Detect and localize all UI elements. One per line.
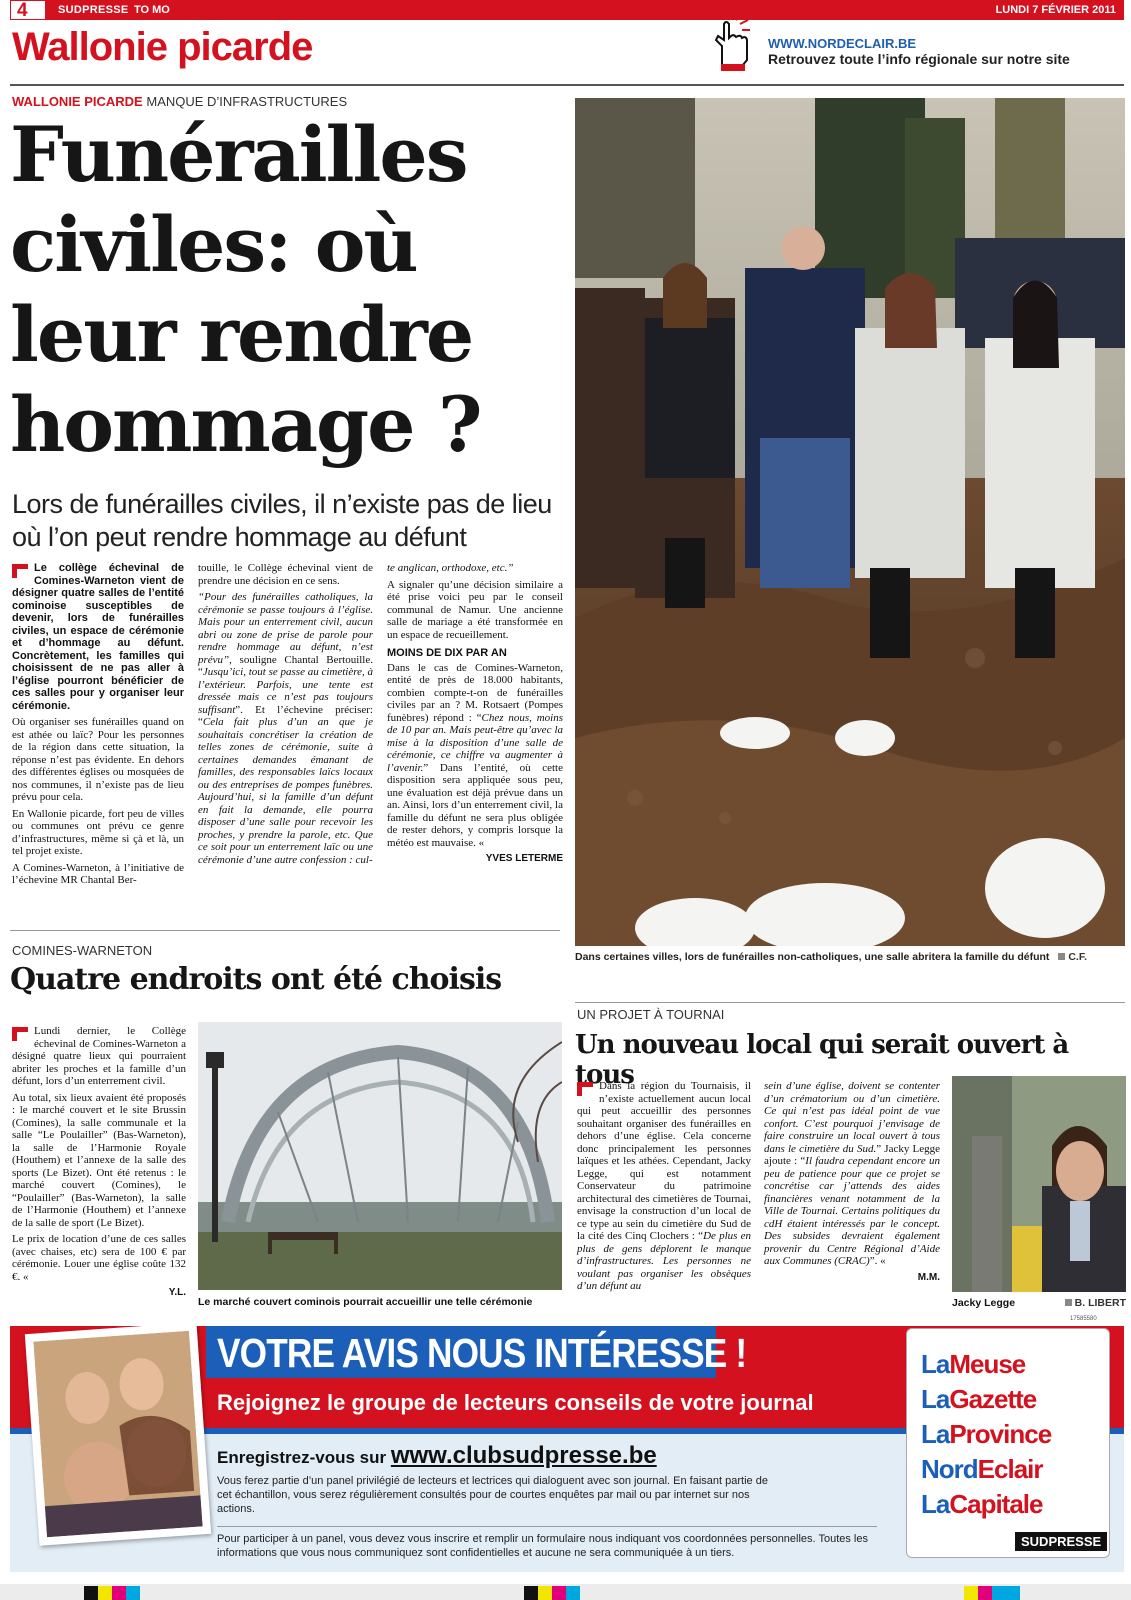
third-article-column-1 xyxy=(577,1080,751,1297)
article-column-3 xyxy=(387,562,563,866)
ad-reference-number: 17585580 xyxy=(1070,1316,1097,1322)
third-kicker: UN PROJET À TOURNAI xyxy=(577,1007,725,1022)
jacky-legge-portrait-image xyxy=(952,1076,1126,1292)
ad-register-line: Enregistrez-vous sur www.clubsudpresse.be xyxy=(217,1442,657,1469)
quote-paragraph: Dans le cas de Comines-Warneton, entité de près de 18.000 habitants, combien compte-t-on de funérailles civiles par an ? M. Rotsaert (Pompes funèbres) répond : “Chez nous, moins de 10 par an. Mais peut-être qu’avec la mise à la disposition d’une salle de cérémonie, ce chiffre va augmenter à l’avenir.” Dans l’entité, où cette disposition sera appliquée sous peu, une évaluation est déjà prévue dans un an. Ainsi, lors d’un enterrement civil, la famille du défunt ne sera plus obligée de rester dehors, y compris lorsque la météo est mauvaise. « xyxy=(387,661,563,849)
color-registration-mark xyxy=(964,1586,1020,1600)
main-headline: Funérailles civiles: où leur rendre hommage ? xyxy=(10,110,481,469)
paragraph: Au total, six lieux avaient été proposés : le marché couvert et le site Brussin (Comines), la salle communale et la salle “Le Poulailler” (Bas-Warneton), la salle de l’Harmonie Royale (Houthem) et l’annexe de la salle des sports (Le Bizet). Ont été retenus : le marché couvert (Comines), le “Poulailler” (Bas-Warneton), la salle de l’Harmonie (Houthem) et l’annexe de la salle de sport (Le Bizet). xyxy=(12,1091,186,1229)
quote-paragraph: sein d’une église, doivent se contenter d’un crématorium ou d’un cimetière. Ce qui n’est pas idéal point de vue confort. C’est pourquoi j’envisage de faire construire un local ouvert à tous dans le cimetière du Sud.” Jacky Legge ajoute : “Il faudra cependant encore un peu de patience pour que ce projet se concrétise car j’attends des aides financières venant notamment de la Ville de Tournai. Certains politiques du cdH étaient intéressés par le concept. Des subsides devraient également provenir du Centre Régional d’Aide aux Communes (CRAC)”. « xyxy=(764,1080,940,1267)
red-corner-marker xyxy=(12,1027,28,1041)
red-corner-marker xyxy=(12,564,28,578)
photo-credit: C.F. xyxy=(1052,951,1087,963)
main-photo-caption: Dans certaines villes, lors de funérailles non-catholiques, une salle abritera la famille du défunt C.F. xyxy=(575,951,1087,963)
paper-la-gazette: LaGazette xyxy=(921,1384,1037,1414)
second-headline: Quatre endroits ont été choisis xyxy=(10,962,502,997)
funeral-scene-image xyxy=(575,98,1125,946)
section-label: TO MO xyxy=(134,4,170,16)
article-column-2 xyxy=(198,562,373,870)
main-standfirst: Lors de funérailles civiles, il n’existe pas de lieu où l’on peut rendre hommage au défunt xyxy=(12,489,552,552)
ad-body-text: Vous ferez partie d’un panel privilégié de lecteurs et lectrices qui dialoguent avec son journal. En faisant partie de cet échantillon, vous serez régulièrement consultés pour de courtes enquêtes par mail ou par internet sur nos actions. xyxy=(217,1475,768,1515)
website-promo[interactable] xyxy=(712,14,1124,76)
article-column-1 xyxy=(12,562,184,891)
quote-paragraph: “Pour des funérailles catholiques, la cérémonie se passe toujours à l’église. Mais pour un enterrement civil, aucun abri ou zone de prise de parole pour rendre hommage au défunt, n’est prévu”, souligne Chantal Bertouille. “Jusqu’ici, tout se passe au cimetière, à l’extérieur. Parfois, une tente est dressée mais ce n’est pas toujours suffisant”. Et l’échevine préciser: “Cela fait plus d’un an que je souhaitais concrétiser la création de telles zones de cérémonie, suite à certaines demandes émanant de familles, des responsables laïcs locaux ou des entreprises de pompes funèbres. Aujourd’hui, si la famille d’un défunt en fait la demande, elle pourra disposer d’une salle pour recevoir les proches, y prendre la parole, etc. Que ce soit pour un enterrement laïc ou une cérémonie d’une autre confession : cul- xyxy=(198,591,373,866)
section-divider xyxy=(575,1002,1125,1003)
photo-credit: B. LIBERT xyxy=(1059,1297,1126,1309)
paragraph: touille, le Collège échevinal vient de prendre une décision en ce sens. xyxy=(198,562,373,587)
paragraph: Où organiser ses funérailles quand on est athée ou laïc? Pour les personnes de la région dans cette situation, la réponse n’est pas évidente. En dehors des différentes églises ou mosquées de nos communes, il n’existe pas de lieu prévu pour cela. xyxy=(12,716,184,803)
section-divider xyxy=(10,930,560,931)
website-url-link[interactable]: WWW.NORDECLAIR.BE xyxy=(768,36,917,51)
red-corner-marker xyxy=(577,1082,593,1096)
covered-market-photo xyxy=(198,1022,562,1290)
author-byline: Y.L. xyxy=(168,1287,186,1298)
market-photo-caption: Le marché couvert cominois pourrait accueillir une telle cérémonie xyxy=(198,1296,533,1308)
paragraph: En Wallonie picarde, fort peu de villes ou communes ont prévu ce genre d’infrastructures, même si çà et là, un tel projet existe. xyxy=(12,807,184,857)
website-tagline: Retrouvez toute l’info régionale sur notre site xyxy=(768,51,1070,67)
covered-market-image xyxy=(198,1022,562,1290)
issue-date: LUNDI 7 FÉVRIER 2011 xyxy=(995,4,1116,16)
ad-subtitle: Rejoignez le groupe de lecteurs conseils de votre journal xyxy=(217,1390,814,1415)
kicker-region: WALLONIE PICARDE xyxy=(12,94,143,109)
paragraph: A signaler qu’une décision similaire a été prise voici peu par le conseil communal de Namur. Une ancienne salle de mariage a été transformée en un espace de recueillement. xyxy=(387,578,563,641)
kicker-topic: MANQUE D’INFRASTRUCTURES xyxy=(146,94,348,109)
club-sudpresse-link[interactable]: www.clubsudpresse.be xyxy=(390,1442,657,1469)
paragraph: Lundi dernier, le Collège échevinal de Comines-Warneton a désigné quatre lieux qui pourraient abriter les proches et la famille d’un défunt, lors d’un enterrement civil. xyxy=(12,1025,186,1087)
lead-paragraph: Le collège échevinal de Comines-Warneton vient de désigner quatre salles de l’entité cominoise susceptibles de devenir, lors de funérailles civiles, un espace de cérémonie et d’hommage au défunt. Concrètement, les familles qui choisissent de ne pas aller à l’église pourront bénéficier de ces salles pour y organiser leur cérémonie. xyxy=(12,562,184,712)
ad-divider xyxy=(217,1526,877,1527)
club-sudpresse-ad[interactable] xyxy=(10,1326,1124,1572)
paper-la-meuse: LaMeuse xyxy=(921,1349,1026,1379)
quote-continuation: te anglican, orthodoxe, etc.” xyxy=(387,562,514,574)
color-registration-mark xyxy=(84,1586,140,1600)
header-divider xyxy=(10,84,1124,86)
paper-la-capitale: LaCapitale xyxy=(921,1489,1043,1519)
region-title: Wallonie picarde xyxy=(12,25,313,69)
ad-title: VOTRE AVIS NOUS INTÉRESSE ! xyxy=(217,1330,747,1376)
second-article-column xyxy=(12,1025,186,1300)
portrait-photo xyxy=(952,1076,1126,1292)
portrait-caption: Jacky Legge B. LIBERT xyxy=(952,1297,1126,1309)
page-number: 4 xyxy=(10,0,46,20)
main-kicker xyxy=(12,94,347,109)
newspaper-titles xyxy=(906,1328,1110,1558)
paper-nord-eclair: NordEclair xyxy=(921,1454,1043,1484)
family-image xyxy=(33,1331,202,1537)
ad-disclaimer: Pour participer à un panel, vous devez vous inscrire et remplir un formulaire nous indiquant vos coordonnées personnelles. Toutes les informations que vous nous communiquez sont confidentielles et aucune ne sera communiquée à un tiers. xyxy=(217,1533,868,1559)
inline-subheading: MOINS DE DIX PAR AN xyxy=(387,647,507,659)
pointing-hand-icon xyxy=(712,16,756,72)
sudpresse-logo: SUDPRESSE xyxy=(1015,1532,1107,1551)
second-kicker: COMINES-WARNETON xyxy=(12,943,153,958)
paragraph: Dans la région du Tournaisis, il n’existe actuellement aucun local qui peut accueillir des personnes souhaitant organiser des funérailles en dehors d’une église. Cela concerne donc principalement les personnes laïques et les athées. Cependant, Jacky Legge, qui est notamment Conservateur du patrimoine architectural des cimetières de Tournai, envisage la construction d’un local de ce type au sein du cimetière du Sud de la cité des Cinq Clochers : “De plus en plus de gens déplorent le manque d’infrastructures. Les personnes ne voulant pas organiser les obsèques d’un défunt au xyxy=(577,1080,751,1292)
third-article-column-2 xyxy=(764,1080,940,1284)
brand-label: SUDPRESSE xyxy=(58,4,129,16)
funeral-photo xyxy=(575,98,1125,946)
third-headline: Un nouveau local qui serait ouvert à tous xyxy=(575,1030,1069,1090)
family-photo xyxy=(25,1326,211,1546)
author-byline: YVES LETERME xyxy=(485,853,563,864)
color-registration-mark xyxy=(524,1586,580,1600)
paper-la-province: LaProvince xyxy=(921,1419,1052,1449)
author-byline: M.M. xyxy=(917,1271,940,1283)
paragraph: Le prix de location d’une de ces salles (avec chaises, etc) sera de 100 € par cérémonie. Louer une église coûte 132 €. « xyxy=(12,1233,186,1283)
paragraph: A Comines-Warneton, à l’initiative de l’échevine MR Chantal Ber- xyxy=(12,861,184,886)
